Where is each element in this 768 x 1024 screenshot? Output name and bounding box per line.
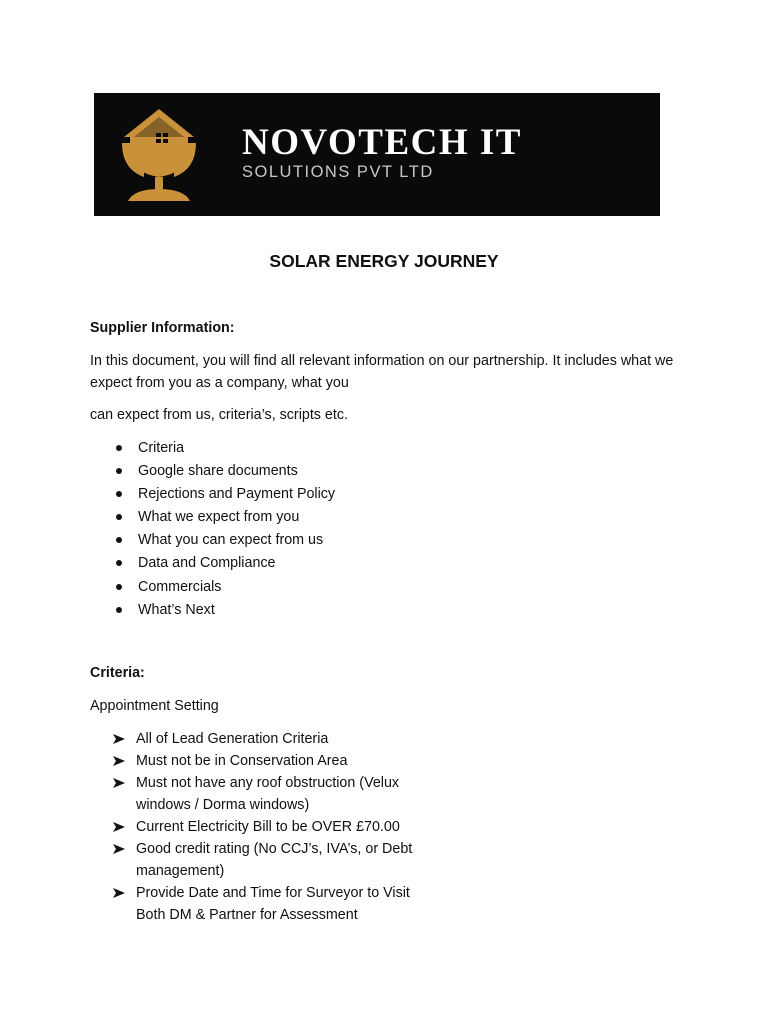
supplier-paragraph: In this document, you will find all relevant information on our partnership. It includes what we expect from you as a company, what you <box>90 353 674 391</box>
list-item: Google share documents <box>90 460 335 483</box>
arrow-bullet-icon <box>113 844 125 854</box>
bullet-icon <box>116 491 122 497</box>
logo-company-subtitle: SOLUTIONS PVT LTD <box>242 163 434 181</box>
bullet-icon <box>116 514 122 520</box>
bullet-icon <box>116 537 122 543</box>
list-item: Current Electricity Bill to be OVER £70.00 <box>110 816 436 838</box>
arrow-bullet-icon <box>113 888 125 898</box>
criteria-heading: Criteria: <box>90 665 145 681</box>
logo-company-name: NOVOTECH IT <box>242 122 522 163</box>
contents-bullet-list <box>90 437 335 622</box>
list-item: Must not have any roof obstruction (Velux windows / Dorma windows) <box>110 772 436 816</box>
bullet-icon <box>116 468 122 474</box>
arrow-bullet-icon <box>113 778 125 788</box>
list-item: Good credit rating (No CCJ’s, IVA’s, or Debt management) <box>110 838 436 882</box>
document-title: SOLAR ENERGY JOURNEY <box>269 251 499 271</box>
list-item: Criteria <box>90 437 335 460</box>
list-item: Provide Date and Time for Surveyor to Visit Both DM & Partner for Assessment <box>110 882 436 926</box>
bullet-icon <box>116 445 122 451</box>
list-item: What you can expect from us <box>90 529 335 552</box>
list-item: Rejections and Payment Policy <box>90 483 335 506</box>
bullet-icon <box>116 584 122 590</box>
list-item: Must not be in Conservation Area <box>110 750 436 772</box>
bullet-icon <box>116 607 122 613</box>
house-microphone-logo-icon <box>120 107 198 203</box>
list-item: Data and Compliance <box>90 552 335 575</box>
list-item: All of Lead Generation Criteria <box>110 728 436 750</box>
criteria-subheading: Appointment Setting <box>90 698 219 714</box>
company-logo-banner <box>94 93 660 216</box>
arrow-bullet-icon <box>113 756 125 766</box>
arrow-bullet-icon <box>113 734 125 744</box>
list-item: What’s Next <box>90 599 335 622</box>
bullet-icon <box>116 560 122 566</box>
list-item: Commercials <box>90 576 335 599</box>
supplier-heading: Supplier Information: <box>90 320 235 336</box>
arrow-bullet-icon <box>113 822 125 832</box>
list-item: What we expect from you <box>90 506 335 529</box>
supplier-paragraph-continued: can expect from us, criteria’s, scripts etc. <box>90 407 348 423</box>
criteria-arrow-list <box>110 728 436 926</box>
